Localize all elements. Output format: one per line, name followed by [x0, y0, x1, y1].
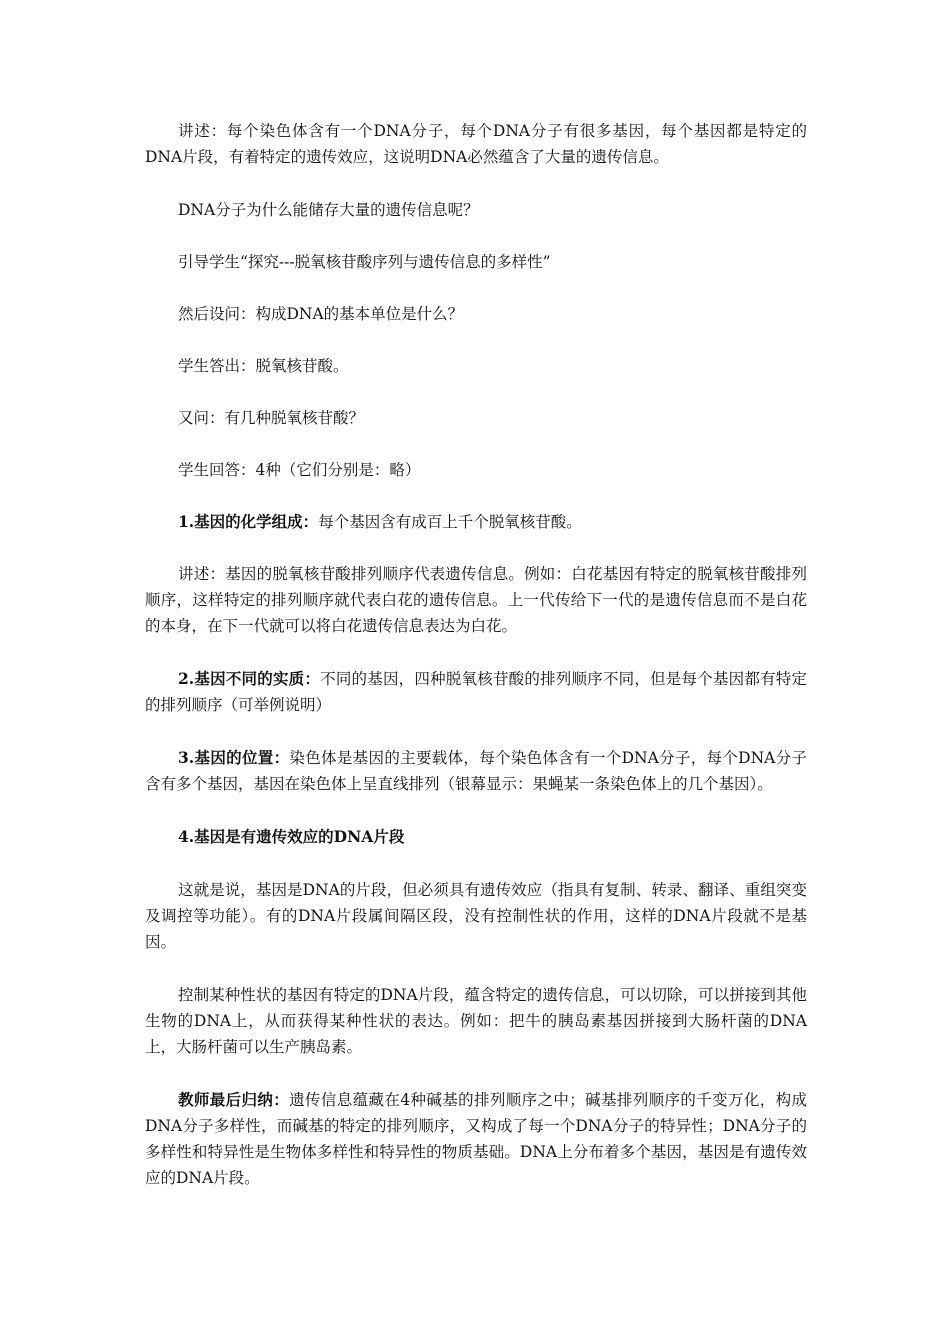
section-heading: 3.基因的位置： — [178, 748, 290, 767]
paragraph-text: 引导学生“探究---脱氧核苷酸序列与遗传信息的多样性” — [178, 253, 551, 271]
section-heading: 2.基因不同的实质： — [178, 669, 321, 688]
section-heading: 4.基因是有遗传效应的DNA片段 — [178, 827, 405, 846]
paragraph-text: 每个基因含有成百上千个脱氧核苷酸。 — [318, 513, 582, 531]
paragraph-gene-difference — [145, 666, 807, 718]
section-heading: 教师最后归纳： — [178, 1090, 290, 1109]
paragraph-question-unit — [145, 301, 807, 327]
paragraph-text: 又问：有几种脱氧核苷酸？ — [178, 409, 365, 427]
paragraph-text: 染色体是基因的主要载体，每个染色体含有一个DNA分子，每个DNA分子含有多个基因，基因在染色体上呈直线排列（银幕显示：果蝇某一条染色体上的几个基因）。 — [145, 749, 807, 793]
paragraph-answer-unit — [145, 353, 807, 379]
paragraph-lecture-sequence — [145, 561, 807, 639]
document-body — [145, 118, 807, 1218]
paragraph-gene-fragment — [145, 877, 807, 955]
paragraph-text: 学生答出：脱氧核苷酸。 — [178, 357, 349, 375]
paragraph-text: 这就是说，基因是DNA的片段，但必须具有遗传效应（指具有复制、转录、翻译、重组突变及调控等功能）。有的DNA片段属间隔区段，没有控制性状的作用，这样的DNA片段就不是基因。 — [145, 881, 807, 951]
paragraph-text: 学生回答：4种（它们分别是：略） — [178, 461, 421, 479]
paragraph-text: 遗传信息蕴藏在4种碱基的排列顺序之中；碱基排列顺序的千变万化，构成DNA分子多样性，而碱基的特定的排列顺序，又构成了每一个DNA分子的特异性；DNA分子的多样性和特异性是生物体多样性和特异性的物质基础。DNA上分布着多个基因，基因是有遗传效应的DNA片段。 — [145, 1091, 807, 1187]
paragraph-gene-location — [145, 745, 807, 797]
paragraph-guide-explore — [145, 249, 807, 275]
paragraph-question-kinds — [145, 405, 807, 431]
section-heading: 1.基因的化学组成： — [178, 512, 319, 531]
paragraph-text: 然后设问：构成DNA的基本单位是什么？ — [178, 305, 464, 323]
paragraph-teacher-summary — [145, 1087, 807, 1191]
paragraph-gene-splicing — [145, 982, 807, 1060]
paragraph-text: 讲述：每个染色体含有一个DNA分子，每个DNA分子有很多基因，每个基因都是特定的DNA片段，有着特定的遗传效应，这说明DNA必然蕴含了大量的遗传信息。 — [145, 122, 807, 166]
paragraph-text: DNA分子为什么能储存大量的遗传信息呢？ — [178, 201, 479, 219]
paragraph-answer-kinds — [145, 457, 807, 483]
paragraph-text: 讲述：基因的脱氧核苷酸排列顺序代表遗传信息。例如：白花基因有特定的脱氧核苷酸排列顺序，这样特定的排列顺序就代表白花的遗传信息。上一代传给下一代的是遗传信息而不是白花的本身，在下一代就可以将白花遗传信息表达为白花。 — [145, 565, 807, 635]
paragraph-gene-definition-heading — [145, 824, 807, 850]
paragraph-text: 控制某种性状的基因有特定的DNA片段，蕴含特定的遗传信息，可以切除，可以拼接到其他生物的DNA上，从而获得某种性状的表达。例如：把牛的胰岛素基因拼接到大肠杆菌的DNA上，大肠杆菌可以生产胰岛素。 — [145, 986, 807, 1056]
paragraph-question-storage — [145, 197, 807, 223]
paragraph-lecture-intro — [145, 118, 807, 170]
paragraph-gene-composition — [145, 509, 807, 535]
paragraph-text: 不同的基因，四种脱氧核苷酸的排列顺序不同，但是每个基因都有特定的排列顺序（可举例说明） — [145, 670, 807, 714]
